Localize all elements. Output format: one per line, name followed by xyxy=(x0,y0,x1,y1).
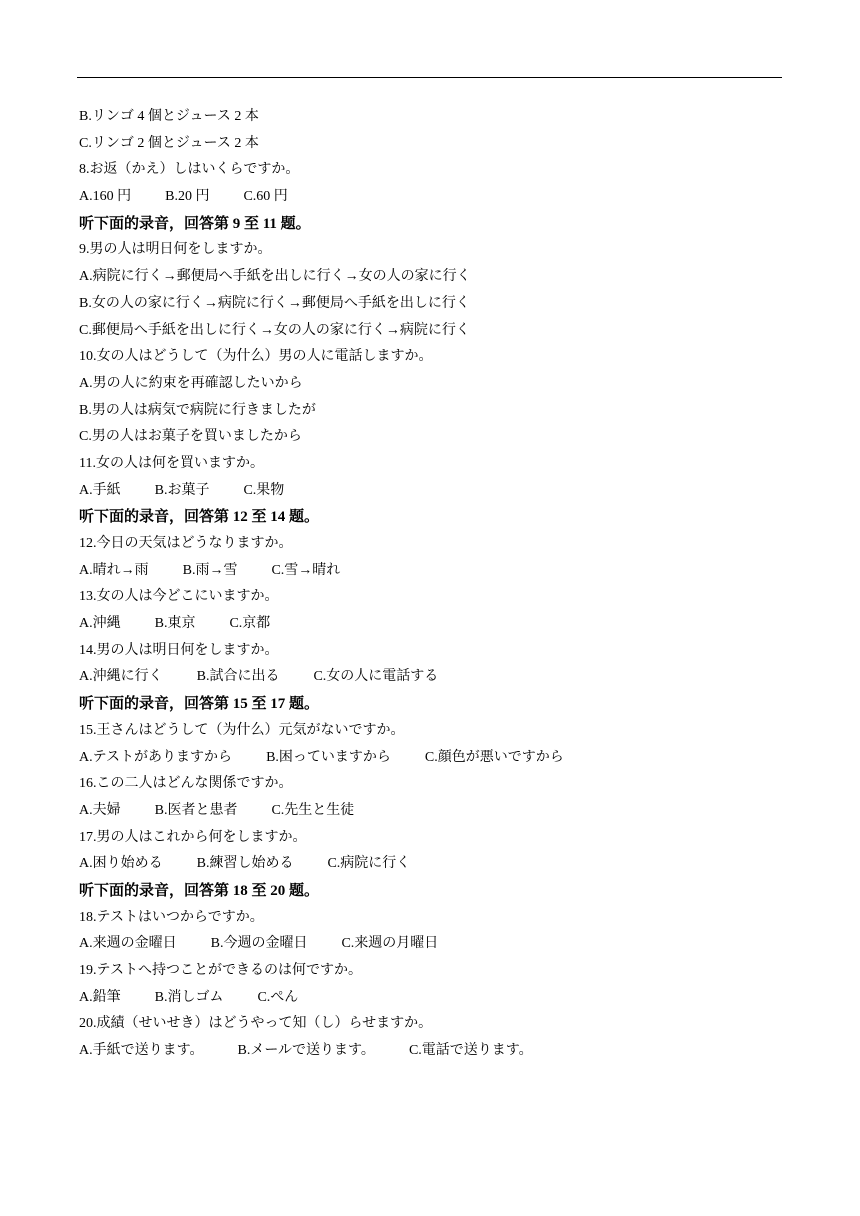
question-line: B.男の人は病気で病院に行きましたが xyxy=(79,402,316,418)
answer-option: B.試合に出る xyxy=(196,669,280,685)
answer-option: A.160 円 xyxy=(79,189,132,205)
answer-option: C.果物 xyxy=(243,482,285,498)
answer-option: A.沖縄 xyxy=(79,616,121,632)
question-line: 11.女の人は何を買いますか。 xyxy=(79,455,264,471)
question-line: 20.成績（せいせき）はどうやって知（し）らせますか。 xyxy=(79,1016,433,1032)
answer-option: B.今週の金曜日 xyxy=(210,936,308,952)
header-rule xyxy=(77,77,782,78)
answer-option: B.メールで送ります。 xyxy=(237,1043,375,1059)
answer-option: C.女の人に電話する xyxy=(313,669,439,685)
answer-option: C.顔色が悪いですから xyxy=(424,749,564,765)
answer-option: A.手紙で送ります。 xyxy=(79,1043,204,1059)
answer-option: C.60 円 xyxy=(243,189,288,205)
question-line: C.郵便局へ手紙を出しに行く→女の人の家に行く→病院に行く xyxy=(79,322,470,338)
answer-option: C.先生と生徒 xyxy=(271,802,355,818)
question-line: C.リンゴ 2 個とジュース 2 本 xyxy=(79,135,259,151)
answer-option: B.雨→雪 xyxy=(182,562,238,578)
question-line: B.女の人の家に行く→病院に行く→郵便局へ手紙を出しに行く xyxy=(79,295,470,311)
answer-options xyxy=(79,664,779,691)
answer-option: B.練習し始める xyxy=(196,856,294,872)
section-heading: 听下面的录音，回答第 18 至 20 题。 xyxy=(79,882,320,899)
answer-option: A.テストがありますから xyxy=(79,749,233,765)
answer-option: C.病院に行く xyxy=(327,856,411,872)
question-line: 18.テストはいつからですか。 xyxy=(79,909,264,925)
question-line: 17.男の人はこれから何をしますか。 xyxy=(79,829,307,845)
answer-option: C.電話で送ります。 xyxy=(408,1043,533,1059)
document-body xyxy=(79,104,779,1065)
answer-option: A.晴れ→雨 xyxy=(79,562,149,578)
answer-option: A.夫婦 xyxy=(79,802,121,818)
answer-option: B.20 円 xyxy=(165,189,210,205)
answer-option: B.困っていますから xyxy=(266,749,391,765)
answer-option: A.鉛筆 xyxy=(79,989,121,1005)
question-line: 10.女の人はどうして（为什么）男の人に電話しますか。 xyxy=(79,349,433,365)
answer-options xyxy=(79,931,779,958)
question-line: 8.お返（かえ）しはいくらですか。 xyxy=(79,162,300,178)
answer-option: B.お菓子 xyxy=(154,482,210,498)
answer-options xyxy=(79,745,779,772)
answer-option: C.京都 xyxy=(229,616,271,632)
question-line: 19.テストへ持つことができるのは何ですか。 xyxy=(79,963,362,978)
question-line: 15.王さんはどうして（为什么）元気がないですか。 xyxy=(79,722,405,738)
question-line: 12.今日の天気はどうなりますか。 xyxy=(79,536,293,551)
answer-options xyxy=(79,851,779,878)
question-line: A.男の人に約束を再確認したいから xyxy=(79,375,303,391)
answer-options xyxy=(79,798,779,825)
question-line: C.男の人はお菓子を買いましたから xyxy=(79,429,302,445)
question-line: 16.この二人はどんな関係ですか。 xyxy=(79,776,293,792)
question-line: 14.男の人は明日何をしますか。 xyxy=(79,642,279,658)
answer-options xyxy=(79,184,779,211)
answer-option: A.沖縄に行く xyxy=(79,669,163,685)
answer-options xyxy=(79,985,779,1012)
answer-option: A.手紙 xyxy=(79,482,121,498)
answer-option: B.医者と患者 xyxy=(154,802,238,818)
answer-option: B.消しゴム xyxy=(154,989,224,1005)
answer-option: C.来週の月曜日 xyxy=(341,936,439,952)
answer-option: C.ぺん xyxy=(257,989,299,1005)
answer-options xyxy=(79,611,779,638)
section-heading: 听下面的录音，回答第 9 至 11 题。 xyxy=(79,215,311,232)
answer-option: C.雪→晴れ xyxy=(271,562,341,578)
answer-option: A.来週の金曜日 xyxy=(79,936,177,952)
answer-options xyxy=(79,1038,779,1065)
question-line: A.病院に行く→郵便局へ手紙を出しに行く→女の人の家に行く xyxy=(79,269,471,285)
section-heading: 听下面的录音，回答第 12 至 14 题。 xyxy=(79,509,320,526)
answer-option: A.困り始める xyxy=(79,856,163,872)
question-line: 13.女の人は今どこにいますか。 xyxy=(79,589,279,605)
answer-options xyxy=(79,478,779,505)
section-heading: 听下面的录音，回答第 15 至 17 题。 xyxy=(79,696,320,713)
answer-options xyxy=(79,558,779,585)
question-line: 9.男の人は明日何をしますか。 xyxy=(79,242,272,258)
question-line: B.リンゴ 4 個とジュース 2 本 xyxy=(79,109,259,124)
answer-option: B.東京 xyxy=(154,616,196,632)
